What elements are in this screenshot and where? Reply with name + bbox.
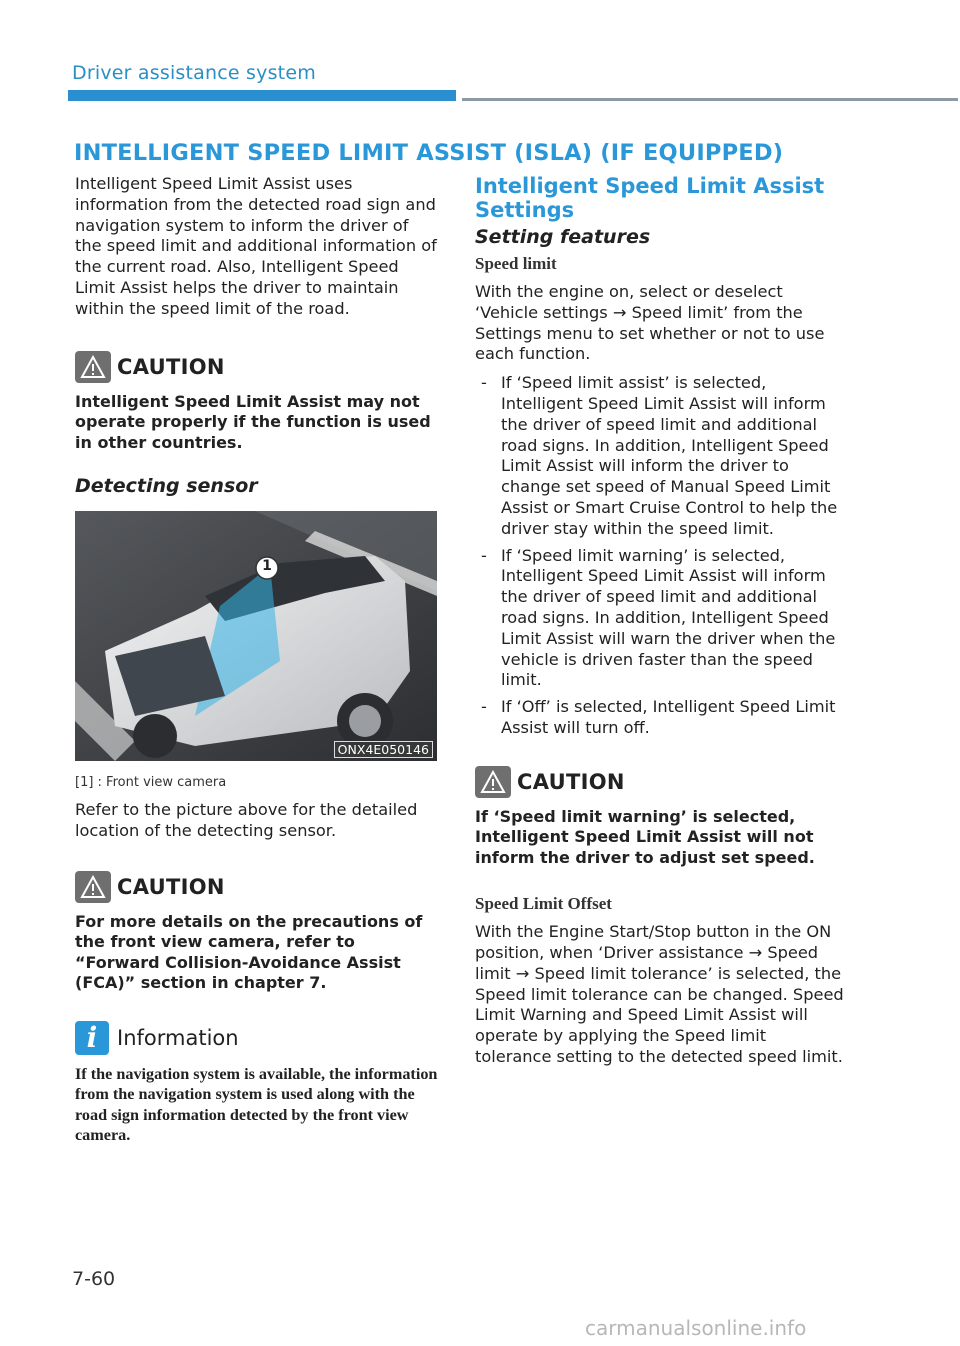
page-title: INTELLIGENT SPEED LIMIT ASSIST (ISLA) (IF EQUIPPED) — [74, 140, 784, 166]
intro-paragraph: Intelligent Speed Limit Assist uses information from the detected road sign and navigation system to inform the driver of the speed limit and additional information of the current road. Also, Intelligent Speed Limit Assist helps the driver to maintain within the speed limit of the road. — [75, 174, 437, 318]
section-header: Driver assistance system — [72, 62, 316, 84]
front-camera-figure — [75, 511, 437, 761]
caution-title: CAUTION — [117, 354, 225, 379]
setting-features-heading: Setting features — [475, 226, 651, 248]
refer-paragraph: Refer to the picture above for the detailed location of the detecting sensor. — [75, 800, 418, 840]
caution-block-1 — [75, 350, 440, 454]
right-column — [475, 174, 847, 1068]
caution-text: For more details on the precautions of the front view camera, refer to “Forward Collision-Avoidance Assist (FCA)” section in chapter 7. — [75, 911, 423, 993]
caution-text: If ‘Speed limit warning’ is selected, Intelligent Speed Limit Assist will not inform the driver to adjust set speed. — [475, 806, 815, 867]
warning-triangle-icon — [75, 871, 111, 903]
caution-title: CAUTION — [517, 769, 625, 794]
list-item: - If ‘Speed limit assist’ is selected, Intelligent Speed Limit Assist will inform the driver of speed limit and additional road signs. In addition, Intelligent Speed Limit Assist will inform the driver to change set speed of Manual Speed Limit Assist or Smart Cruise Control to help the driver stay within the speed limit. — [475, 373, 847, 539]
list-item: - If ‘Off’ is selected, Intelligent Speed Limit Assist will turn off. — [475, 697, 847, 739]
speed-limit-paragraph: With the engine on, select or deselect ‘Vehicle settings → Speed limit’ from the Settings menu to set whether or not to use each function. — [475, 282, 825, 364]
figure-marker-1: 1 — [262, 558, 272, 575]
figure-caption: [1] : Front view camera — [75, 775, 227, 791]
caution-block-3 — [475, 765, 847, 869]
warning-triangle-icon — [475, 766, 511, 798]
speed-limit-heading: Speed limit — [475, 254, 557, 273]
watermark: carmanualsonline.info — [585, 1316, 807, 1340]
left-column — [75, 174, 440, 1146]
speed-limit-options-list — [475, 373, 847, 739]
suv-illustration — [75, 511, 437, 761]
caution-title: CAUTION — [117, 874, 225, 899]
figure-code: ONX4E050146 — [334, 741, 433, 758]
settings-heading: Intelligent Speed Limit Assist Settings — [475, 174, 825, 222]
header-rule-blue — [68, 90, 456, 101]
header-rule-gray — [462, 98, 958, 101]
caution-block-2 — [75, 870, 440, 994]
speed-limit-offset-paragraph: With the Engine Start/Stop button in the ON position, when ‘Driver assistance → Speed limit → Speed limit tolerance’ is selected, the Speed limit tolerance can be changed. Speed Limit Warning and Speed Limit Assist will operate by applying the Speed limit tolerance setting to the detected speed limit. — [475, 922, 844, 1067]
information-text: If the navigation system is available, the information from the navigation system is used along with the road sign information detected by the front view camera. — [75, 1064, 438, 1145]
caution-text: Intelligent Speed Limit Assist may not operate properly if the function is used in other countries. — [75, 391, 431, 452]
information-title: Information — [117, 1025, 239, 1050]
detecting-sensor-heading: Detecting sensor — [75, 475, 258, 498]
page-number: 7-60 — [72, 1268, 116, 1290]
information-block — [75, 1020, 440, 1146]
speed-limit-offset-heading: Speed Limit Offset — [475, 894, 612, 914]
list-item: - If ‘Speed limit warning’ is selected, Intelligent Speed Limit Assist will inform the driver of speed limit and additional road signs. In addition, Intelligent Speed Limit Assist will warn the driver when the vehicle is driven faster than the speed limit. — [475, 546, 847, 692]
warning-triangle-icon — [75, 351, 111, 383]
information-icon: i — [75, 1021, 109, 1055]
